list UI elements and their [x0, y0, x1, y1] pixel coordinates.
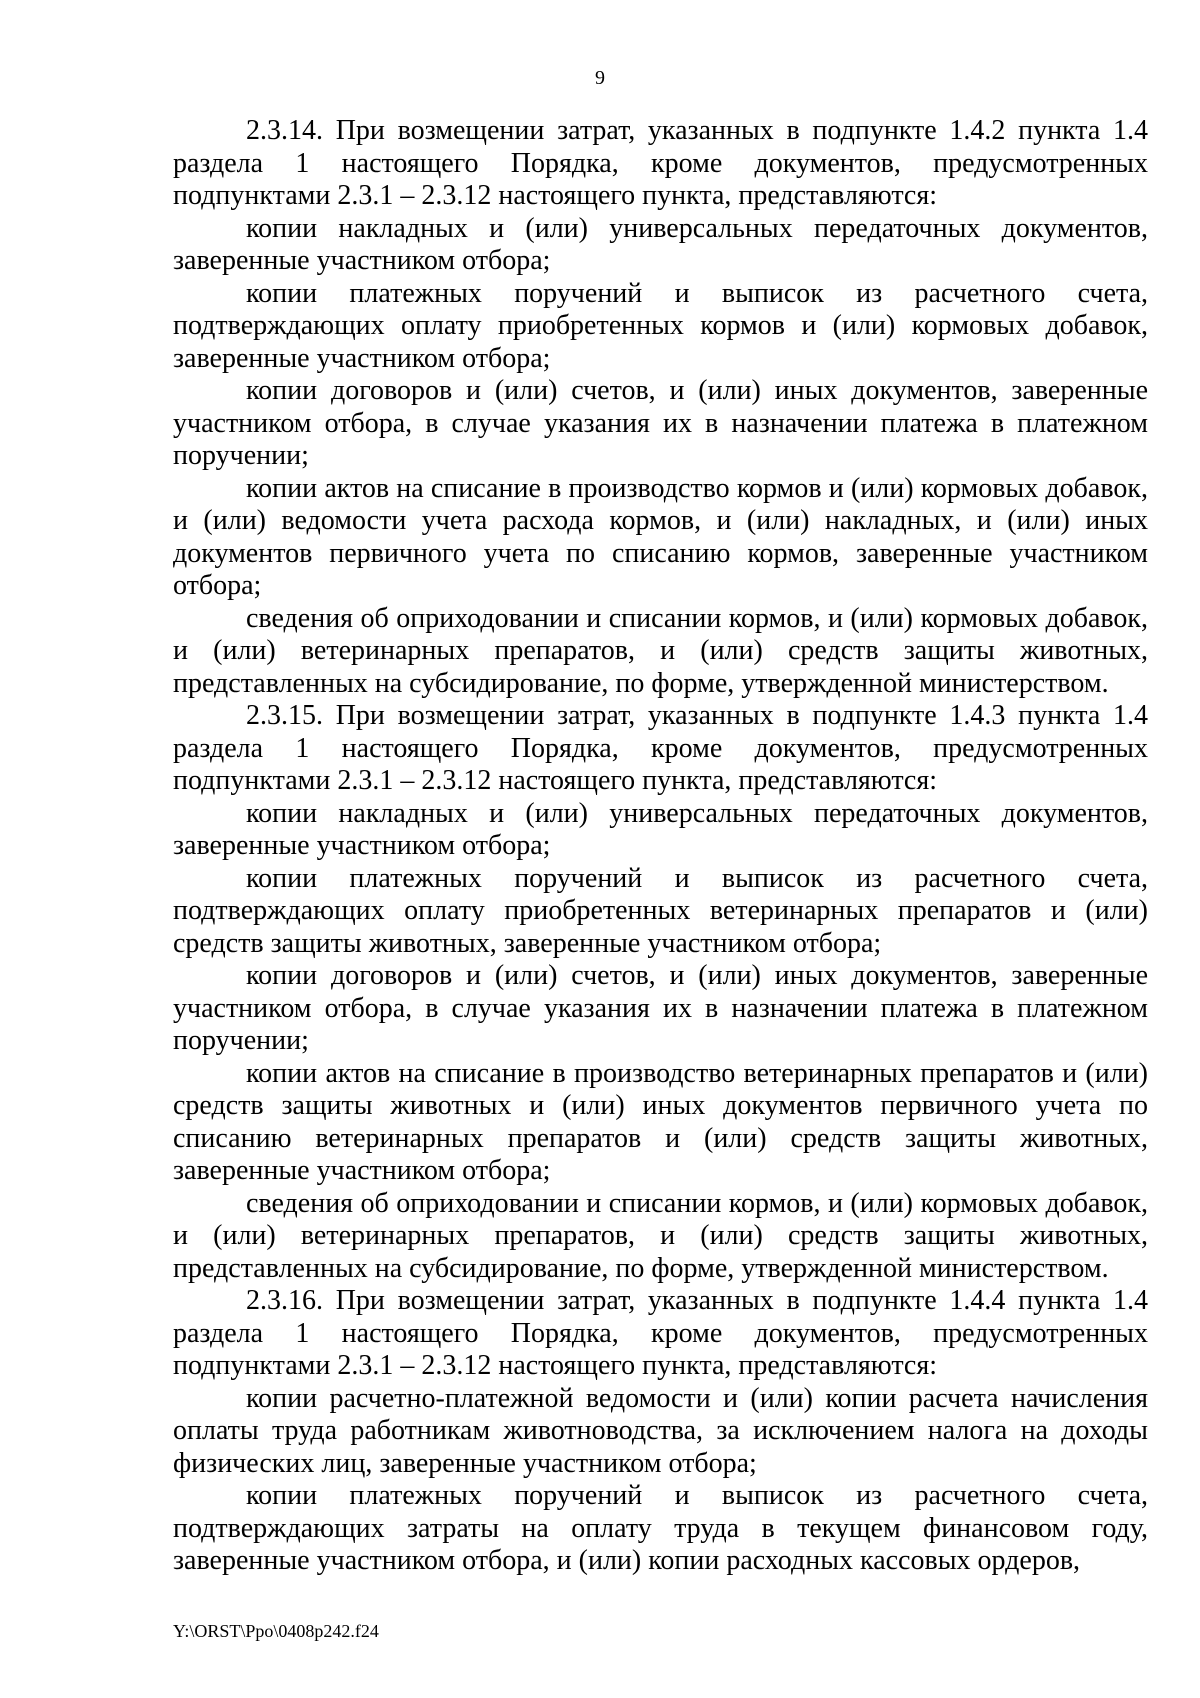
paragraph-2-3-16-heading: 2.3.16. При возмещении затрат, указанных в подпункте 1.4.4 пункта 1.4 раздела 1 настоящего Порядка, кроме документов, предусмотренных подпунктами 2.3.1 – 2.3.12 настоящего пункта, представляются: [173, 1285, 1148, 1381]
paragraph-2-3-14-heading: 2.3.14. При возмещении затрат, указанных в подпункте 1.4.2 пункта 1.4 раздела 1 настоящего Порядка, кроме документов, предусмотренных подпунктами 2.3.1 – 2.3.12 настоящего пункта, представляются: [173, 115, 1148, 211]
paragraph-item: копии платежных поручений и выписок из расчетного счета, подтверждающих затраты на оплату труда в текущем финансовом году, заверенные участником отбора, и (или) копии расходных кассовых ордеров, [173, 1480, 1148, 1576]
paragraph-item: сведения об оприходовании и списании кормов, и (или) кормовых добавок, и (или) ветеринарных препаратов, и (или) средств защиты животных, представленных на субсидирование, по форме, утвержденной министерством. [173, 1187, 1148, 1284]
paragraph-item: копии накладных и (или) универсальных передаточных документов, заверенные участником отбора; [173, 212, 1148, 276]
paragraph-item: копии платежных поручений и выписок из расчетного счета, подтверждающих оплату приобретенных ветеринарных препаратов и (или) средств защиты животных, заверенные участником отбора; [173, 862, 1148, 959]
page-number: 9 [595, 67, 605, 89]
document-body [173, 115, 1148, 1578]
paragraph-item: копии договоров и (или) счетов, и (или) иных документов, заверенные участником отбора, в случае указания их в назначении платежа в платежном поручении; [173, 960, 1148, 1056]
paragraph-item: сведения об оприходовании и списании кормов, и (или) кормовых добавок, и (или) ветеринарных препаратов, и (или) средств защиты животных, представленных на субсидирование, по форме, утвержденной министерством. [173, 602, 1148, 699]
paragraph-item: копии договоров и (или) счетов, и (или) иных документов, заверенные участником отбора, в случае указания их в назначении платежа в платежном поручении; [173, 375, 1148, 471]
paragraph-item: копии актов на списание в производство кормов и (или) кормовых добавок, и (или) ведомости учета расхода кормов, и (или) накладных, и (или) иных документов первичного учета по списанию кормов, заверенные участником отбора; [173, 472, 1148, 601]
paragraph-item: копии накладных и (или) универсальных передаточных документов, заверенные участником отбора; [173, 797, 1148, 861]
footer-file-path: Y:\ORST\Ppo\0408p242.f24 [173, 1621, 379, 1641]
paragraph-item: копии платежных поручений и выписок из расчетного счета, подтверждающих оплату приобретенных кормов и (или) кормовых добавок, заверенные участником отбора; [173, 277, 1148, 374]
paragraph-item: копии расчетно-платежной ведомости и (или) копии расчета начисления оплаты труда работникам животноводства, за исключением налога на доходы физических лиц, заверенные участником отбора; [173, 1382, 1148, 1479]
paragraph-2-3-15-heading: 2.3.15. При возмещении затрат, указанных в подпункте 1.4.3 пункта 1.4 раздела 1 настоящего Порядка, кроме документов, предусмотренных подпунктами 2.3.1 – 2.3.12 настоящего пункта, представляются: [173, 700, 1148, 796]
paragraph-item: копии актов на списание в производство ветеринарных препаратов и (или) средств защиты животных и (или) иных документов первичного учета по списанию ветеринарных препаратов и (или) средств защиты животных, заверенные участником отбора; [173, 1057, 1148, 1186]
